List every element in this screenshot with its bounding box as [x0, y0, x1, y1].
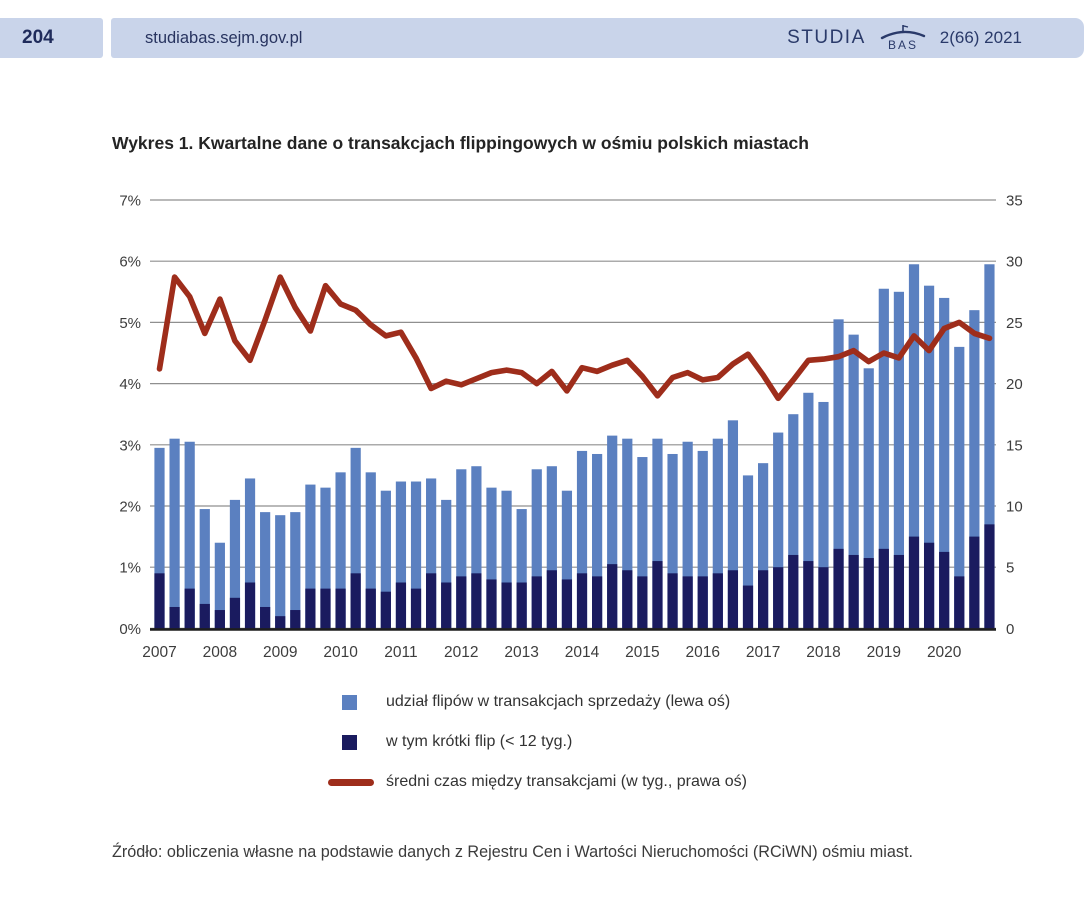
bar-short-flip-2008 Q1 — [215, 610, 225, 628]
bar-short-flip-2008 Q2 — [230, 598, 240, 629]
bar-short-flip-2010 Q3 — [366, 589, 376, 629]
bar-short-flip-2012 Q1 — [456, 576, 466, 628]
bar-short-flip-2013 Q2 — [532, 576, 542, 628]
bar-share-2009 Q1 — [275, 515, 285, 628]
right-axis-tick: 30 — [1006, 253, 1023, 271]
legend-item-short-flip — [328, 732, 572, 752]
bar-short-flip-2019 Q4 — [924, 543, 934, 629]
x-axis-year-label: 2020 — [926, 644, 962, 661]
chart-canvas — [0, 185, 1090, 665]
bar-short-flip-2008 Q4 — [260, 607, 270, 628]
bar-short-flip-2015 Q1 — [637, 576, 647, 628]
bar-short-flip-2020 Q3 — [969, 537, 979, 629]
bar-short-flip-2015 Q3 — [667, 573, 677, 628]
bar-short-flip-2010 Q2 — [351, 573, 361, 628]
bar-short-flip-2016 Q1 — [698, 576, 708, 628]
bar-short-flip-2009 Q4 — [320, 589, 330, 629]
bas-logo-icon — [879, 23, 927, 53]
bar-short-flip-2017 Q3 — [788, 555, 798, 628]
journal-name: STUDIA — [787, 27, 866, 48]
bar-short-flip-2012 Q3 — [486, 579, 496, 628]
x-axis-year-label: 2010 — [323, 644, 358, 661]
x-axis-year-label: 2007 — [142, 644, 177, 661]
bar-short-flip-2016 Q3 — [728, 570, 738, 628]
right-axis-tick: 5 — [1006, 559, 1015, 577]
x-axis-year-label: 2009 — [262, 644, 298, 661]
bar-short-flip-2013 Q4 — [562, 579, 572, 628]
right-axis-tick: 10 — [1006, 498, 1023, 516]
legend-label-short-flip: w tym krótki flip (< 12 tyg.) — [386, 733, 573, 750]
bar-short-flip-2009 Q3 — [305, 589, 315, 629]
bar-share-2007 Q2 — [169, 439, 179, 629]
bar-short-flip-2007 Q4 — [200, 604, 210, 628]
left-axis-tick: 5% — [119, 314, 141, 332]
legend-label-share: udział flipów w transakcjach sprzedaży (lewa oś) — [386, 693, 731, 710]
bar-short-flip-2015 Q4 — [683, 576, 693, 628]
bar-short-flip-2016 Q4 — [743, 586, 753, 629]
bar-short-flip-2018 Q1 — [818, 567, 828, 628]
journal-name-sub: BAS — [887, 38, 918, 52]
bar-short-flip-2019 Q1 — [879, 549, 889, 629]
left-axis-tick: 2% — [119, 498, 141, 516]
bar-short-flip-2014 Q2 — [592, 576, 602, 628]
right-axis-tick: 0 — [1006, 620, 1015, 638]
x-axis-year-label: 2016 — [685, 644, 720, 661]
bar-short-flip-2020 Q2 — [954, 576, 964, 628]
bar-short-flip-2010 Q1 — [335, 589, 345, 629]
legend-swatch-avg-time-icon — [328, 779, 374, 786]
bar-short-flip-2020 Q1 — [939, 552, 949, 629]
x-axis-year-label: 2017 — [745, 644, 781, 661]
bar-short-flip-2014 Q1 — [577, 573, 587, 628]
journal-url: studiabas.sejm.gov.pl — [145, 29, 303, 47]
bar-short-flip-2015 Q2 — [652, 561, 662, 628]
x-axis-year-label: 2015 — [625, 644, 660, 661]
legend-item-share — [328, 692, 730, 712]
bar-short-flip-2019 Q2 — [894, 555, 904, 628]
bar-short-flip-2010 Q4 — [381, 592, 391, 629]
bar-short-flip-2009 Q2 — [290, 610, 300, 628]
x-axis-year-label: 2011 — [384, 644, 418, 661]
bar-short-flip-2017 Q1 — [758, 570, 768, 628]
left-axis-tick: 6% — [119, 253, 141, 271]
bar-short-flip-2013 Q3 — [547, 570, 557, 628]
figure-source: Źródło: obliczenia własne na podstawie danych z Rejestru Cen i Wartości Nieruchomości (RCiWN) ośmiu miast. — [112, 843, 913, 861]
journal-issue: 2(66) 2021 — [939, 28, 1022, 47]
x-axis-year-label: 2018 — [806, 644, 841, 661]
bar-short-flip-2012 Q4 — [501, 583, 511, 629]
bar-short-flip-2007 Q1 — [154, 573, 164, 628]
bar-short-flip-2017 Q4 — [803, 561, 813, 628]
legend-label-avg-time: średni czas między transakcjami (w tyg., prawa oś) — [386, 773, 747, 790]
bar-short-flip-2018 Q2 — [833, 549, 843, 629]
x-axis-year-label: 2013 — [504, 644, 539, 661]
right-axis-tick: 15 — [1006, 437, 1023, 455]
page-number: 204 — [22, 27, 54, 48]
bar-short-flip-2011 Q3 — [426, 573, 436, 628]
legend-swatch-short-flip-icon — [342, 735, 357, 750]
x-axis-year-label: 2019 — [866, 644, 902, 661]
bar-short-flip-2014 Q3 — [607, 564, 617, 628]
right-axis-tick: 35 — [1006, 192, 1023, 210]
header-band — [111, 18, 1084, 58]
bar-short-flip-2011 Q2 — [411, 589, 421, 629]
bar-short-flip-2019 Q3 — [909, 537, 919, 629]
left-axis-tick: 0% — [119, 620, 141, 638]
left-axis-tick: 3% — [119, 437, 141, 455]
left-axis-tick: 4% — [119, 376, 141, 394]
left-axis-tick: 1% — [119, 559, 141, 577]
bar-short-flip-2018 Q4 — [864, 558, 874, 628]
page-number-block — [0, 18, 103, 58]
bar-short-flip-2008 Q3 — [245, 583, 255, 629]
left-axis-tick: 7% — [119, 192, 141, 210]
bar-short-flip-2017 Q2 — [773, 567, 783, 628]
bar-short-flip-2016 Q2 — [713, 573, 723, 628]
bar-short-flip-2014 Q4 — [622, 570, 632, 628]
bar-short-flip-2009 Q1 — [275, 616, 285, 628]
bar-short-flip-2013 Q1 — [517, 583, 527, 629]
right-axis-tick: 25 — [1006, 314, 1023, 332]
x-axis-year-label: 2008 — [202, 644, 238, 661]
bar-short-flip-2011 Q1 — [396, 583, 406, 629]
figure-title: Wykres 1. Kwartalne dane o transakcjach flippingowych w ośmiu polskich miastach — [112, 133, 809, 153]
bar-short-flip-2020 Q4 — [984, 524, 994, 628]
x-axis-year-label: 2014 — [564, 644, 600, 661]
bar-short-flip-2007 Q2 — [169, 607, 179, 628]
bar-short-flip-2012 Q2 — [471, 573, 481, 628]
bar-short-flip-2011 Q4 — [441, 583, 451, 629]
bar-short-flip-2007 Q3 — [185, 589, 195, 629]
bar-short-flip-2018 Q3 — [849, 555, 859, 628]
legend-swatch-share-icon — [342, 695, 357, 710]
legend-item-avg-time — [328, 772, 747, 792]
x-axis-year-label: 2012 — [444, 644, 479, 661]
journal-masthead — [787, 18, 1022, 58]
right-axis-tick: 20 — [1006, 376, 1023, 394]
